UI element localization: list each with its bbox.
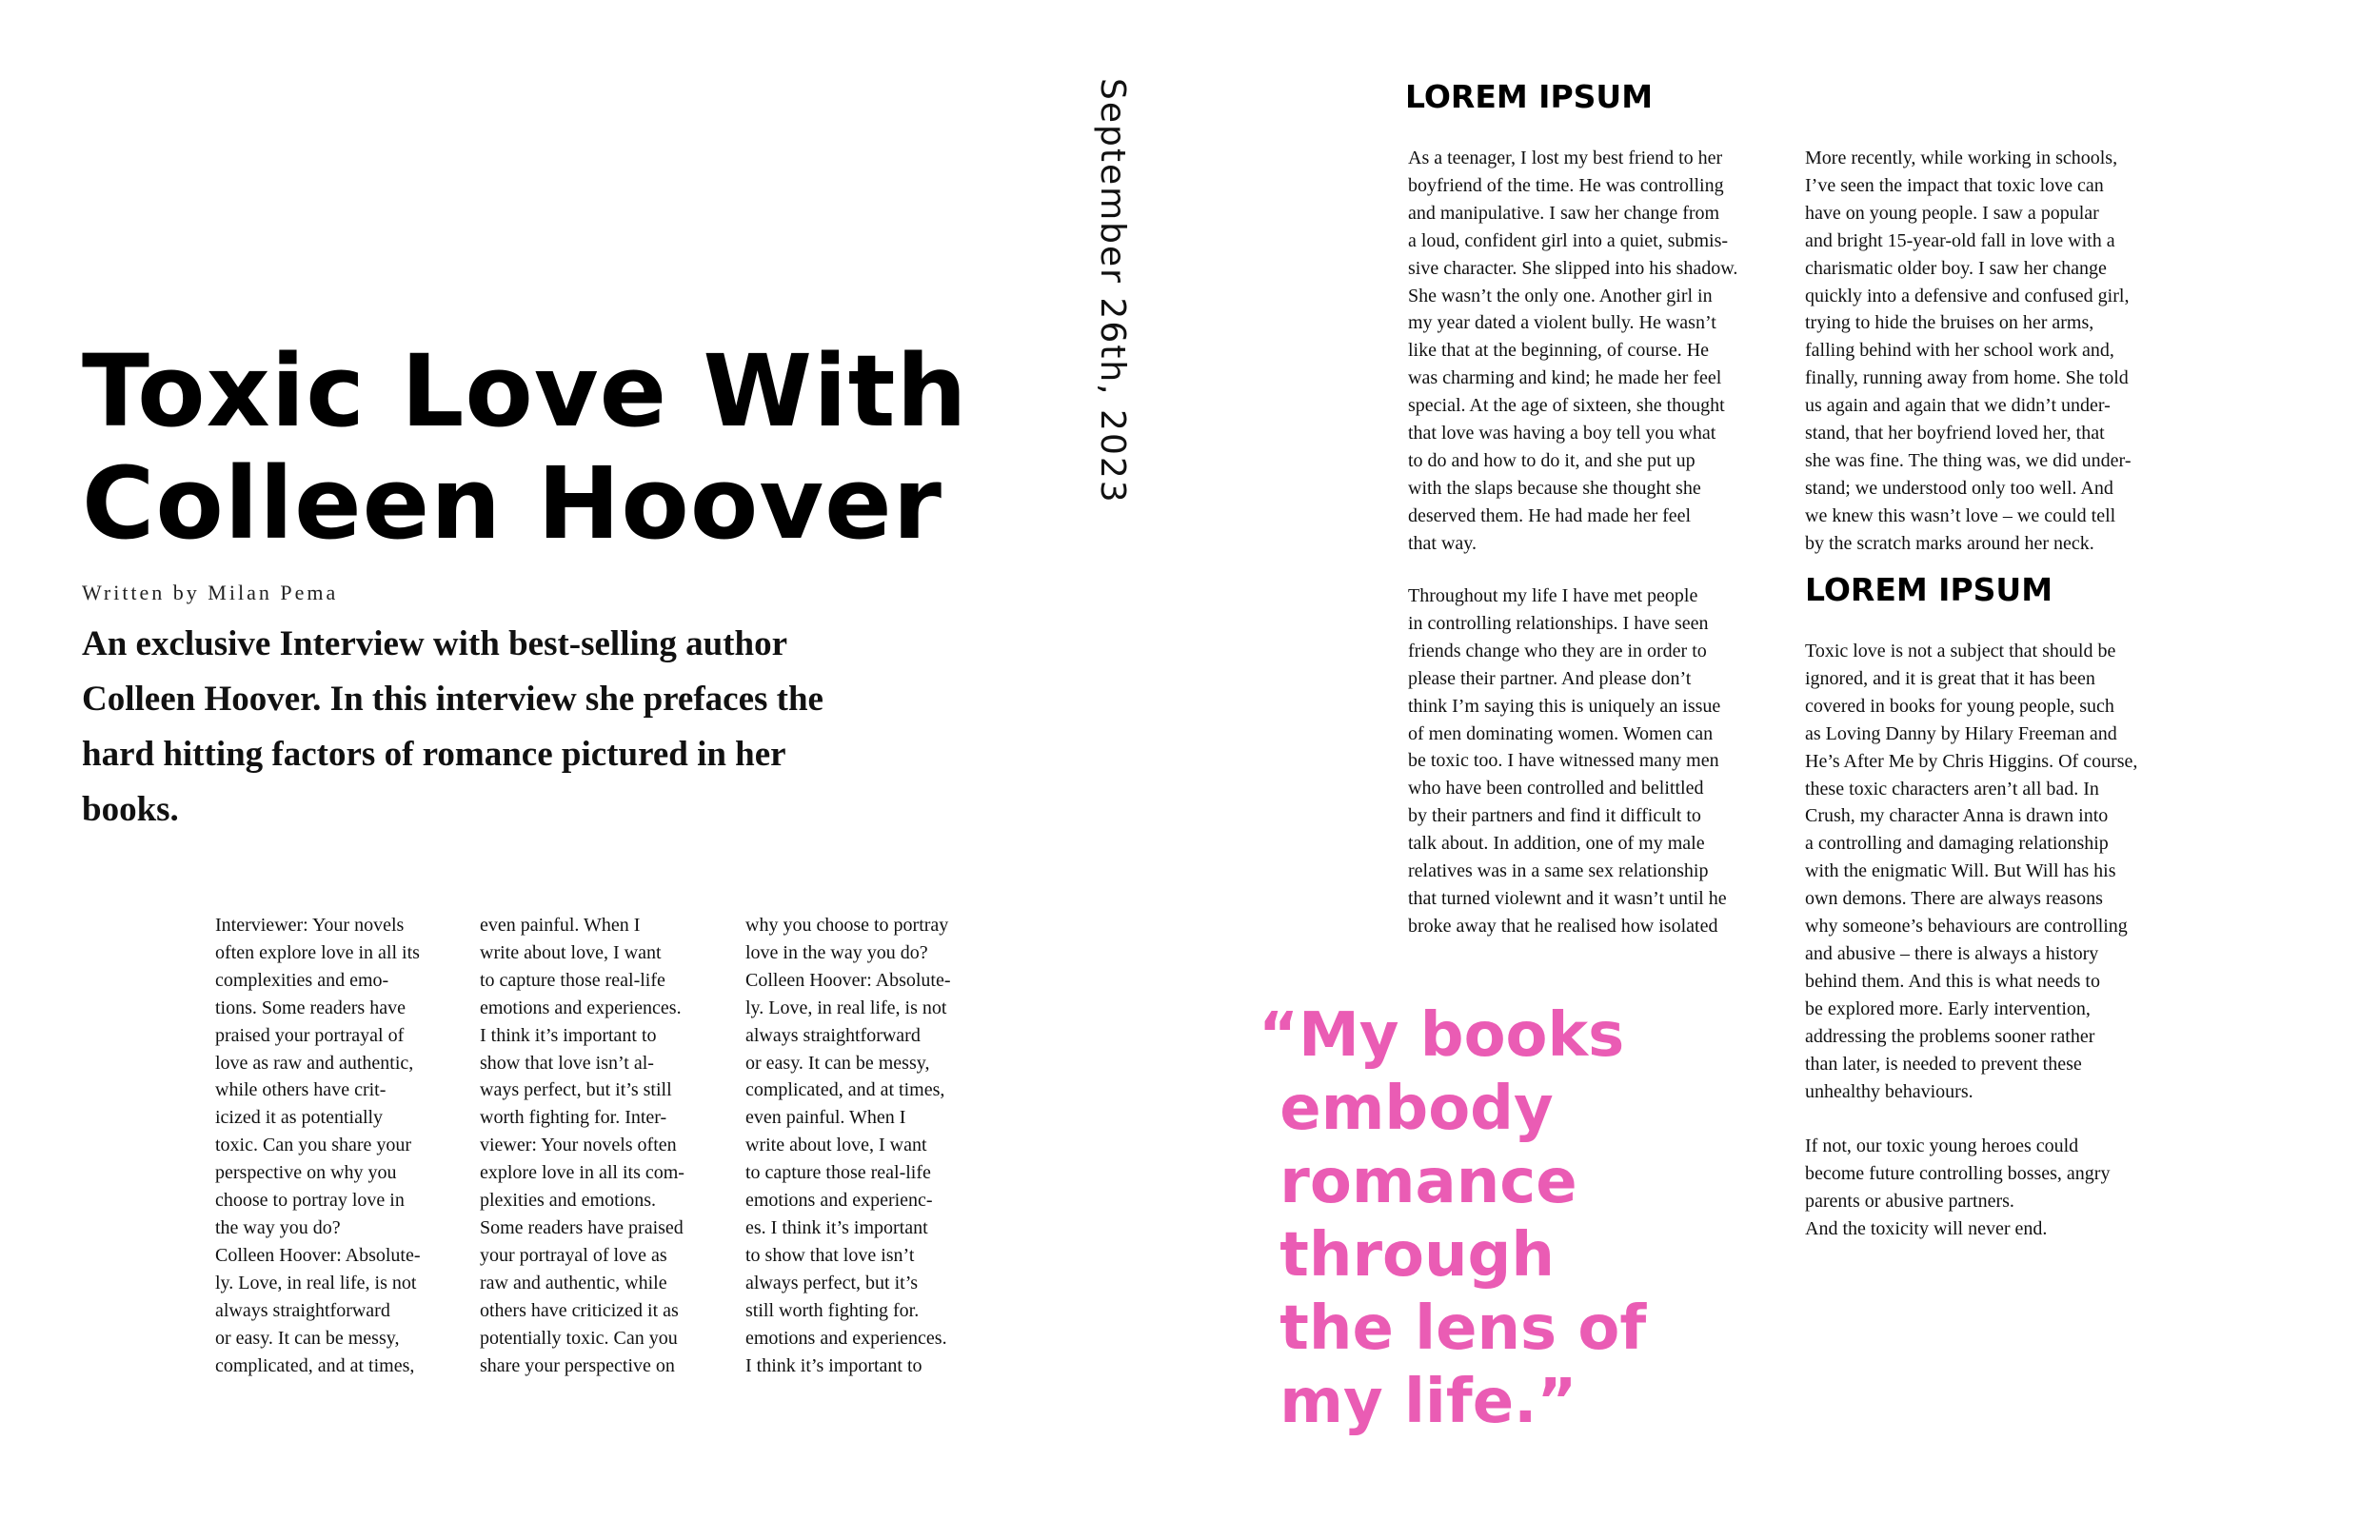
body-paragraph-3: More recently, while working in schools, I’ve seen the impact that toxic love can have on young people. I saw a popular and bright 15-year-old fall in love with a charismatic older boy. I saw her change quickly into a defensive and confused girl, trying to hide the bruises on her arms, falling behind with her school work and, finally, running away from home. She told us again and again that we didn’t under- stand, that her boyfriend loved her, that she was fine. The thing was, we did under- stand; we understood only too well. And we knew this wasn’t love – we could tell by the scratch marks around her neck. <box>1805 148 2132 554</box>
pull-quote: “My books embody romance through the lens of my life.” <box>1259 1000 1647 1437</box>
byline: Written by Milan Pema <box>82 581 339 604</box>
article-title <box>82 333 968 562</box>
interview-column-2: even painful. When I write about love, I want to capture those real-life emotions and experiences. I think it’s important to show that love isn’t al- ways perfect, but it’s still worth fighting for. Inter- viewer: Your novels often explore love in all its com- plexities and emotions. Some readers have praised your portrayal of love as raw and authentic, while others have criticized it as potentially toxic. Can you share your perspective on <box>480 915 684 1376</box>
interview-column-1: Interviewer: Your novels often explore love in all its complexities and emo- tions. Some readers have praised your portrayal of love as raw and authentic, while others have crit- icized it as potentially toxic. Can you share your perspective on why you choose to portray love in the way you do? Colleen Hoover: Absolute- ly. Love, in real life, is not always straightforward or easy. It can be messy, complicated, and at times, <box>215 915 421 1376</box>
body-paragraph-4: Toxic love is not a subject that should be ignored, and it is great that it has been covered in books for young people, such as Loving Danny by Hilary Freeman and He’s After Me by Chris Higgins. Of course, these toxic characters aren’t all bad. In Crush, my character Anna is drawn into a controlling and damaging relationship with the enigmatic Will. But Will has his own demons. There are always reasons why someone’s behaviours are controlling and abusive – there is always a history behind them. And this is what needs to be explored more. Early intervention, addressing the problems sooner rather than later, is needed to prevent these unhealthy behaviours. If not, our toxic young heroes could become future controlling bosses, angry parents or abusive partners. And the toxicity will never end. <box>1805 641 2138 1240</box>
section-heading-2: LOREM IPSUM <box>1805 571 2053 608</box>
interview-column-3: why you choose to portray love in the way you do? Colleen Hoover: Absolute- ly. Love, in real life, is not always straightforward or easy. It can be messy, complicated, and at times, even painful. When I write about love, I want to capture those real-life emotions and experienc- es. I think it’s important to show that love isn’t always perfect, but it’s still worth fighting for. emotions and experiences. I think it’s important to <box>745 915 951 1376</box>
issue-date: September 26th, 2023 <box>1093 78 1132 504</box>
body-paragraph-1: As a teenager, I lost my best friend to her boyfriend of the time. He was controlling and manipulative. I saw her change from a loud, confident girl into a quiet, submis- sive character. She slipped into his shadow. She wasn’t the only one. Another girl in my year dated a violent bully. He wasn’t like that at the beginning, of course. He was charming and kind; he made her feel special. At the age of sixteen, she thought that love was having a boy tell you what to do and how to do it, and she put up with the slaps because she thought she deserved them. He had made her feel that way. <box>1408 148 1738 554</box>
section-heading-1: LOREM IPSUM <box>1405 78 1654 115</box>
article-title-line2: Colleen Hoover <box>82 445 942 562</box>
body-paragraph-2: Throughout my life I have met people in controlling relationships. I have seen friends change who they are in order to please their partner. And please don’t think I’m saying this is uniquely an issue of men dominating women. Women can be toxic too. I have witnessed many men who have been controlled and belittled by their partners and find it difficult to talk about. In addition, one of my male relatives was in a same sex relationship that turned violewnt and it wasn’t until he broke away that he realised how isolated <box>1408 585 1727 937</box>
article-dek: An exclusive Interview with best-selling author Colleen Hoover. In this interview she prefaces the hard hitting factors of romance pictured in her books. <box>82 624 823 829</box>
article-title-line1: Toxic Love With <box>82 333 968 449</box>
